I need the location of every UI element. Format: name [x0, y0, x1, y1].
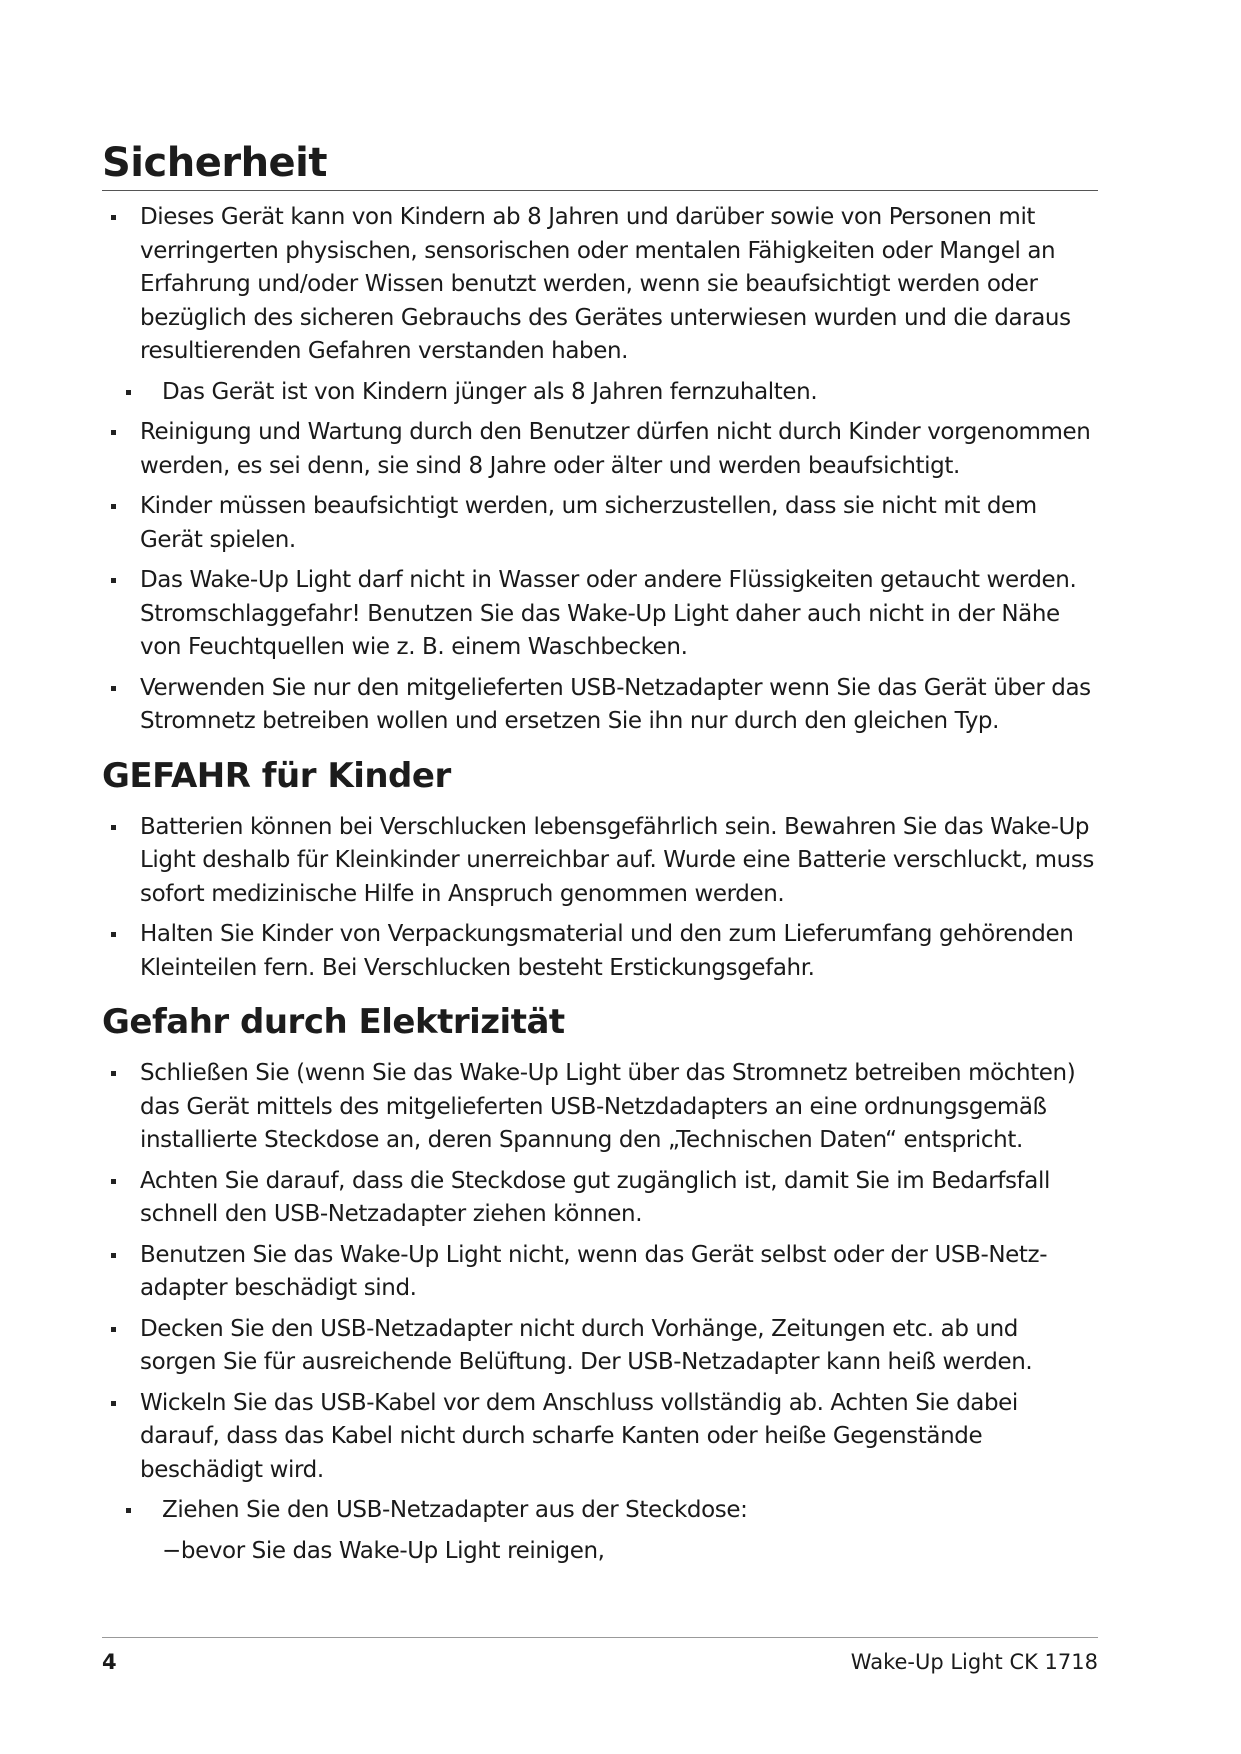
list-item: Benutzen Sie das Wake-Up Light nicht, wenn das Gerät selbst oder der USB-Netzadapter beschädigt sind.: [102, 1239, 1098, 1306]
list-item: Schließen Sie (wenn Sie das Wake-Up Light über das Stromnetz betreiben möchten) das Gerät mittels des mitgelieferten USB-Netzdadapters an eine ordnungsgemäß installierte Steckdose an, deren Spannung den „Technischen Daten“ entspricht.: [102, 1057, 1098, 1158]
bullet-icon: [126, 390, 131, 395]
section-title-sicherheit: Sicherheit: [102, 140, 1098, 191]
sicherheit-list: [102, 201, 1098, 739]
bullet-icon: [111, 825, 116, 830]
page-content: [102, 140, 1098, 1568]
list-item: Das Gerät ist von Kindern jünger als 8 Jahren fernzuhalten.: [102, 376, 1098, 410]
list-item: Das Wake-Up Light darf nicht in Wasser oder andere Flüssigkeiten getaucht werden. Stromschlaggefahr! Benutzen Sie das Wake-Up Light daher auch nicht in der Nähe von Feuchtquellen wie z. B. einem Waschbecken.: [102, 564, 1098, 665]
bullet-icon: [111, 932, 116, 937]
list-item: Achten Sie darauf, dass die Steckdose gut zugänglich ist, damit Sie im Bedarfsfall schnell den USB-Netzadapter ziehen können.: [102, 1165, 1098, 1232]
page-footer: [102, 1637, 1098, 1676]
bullet-icon: [111, 504, 116, 509]
bullet-icon: [111, 1401, 116, 1406]
page-number: 4: [102, 1650, 117, 1674]
list-item: Halten Sie Kinder von Verpackungsmaterial und den zum Lieferumfang gehörenden Kleinteilen fern. Bei Verschlucken besteht Erstickungsgefahr.: [102, 918, 1098, 985]
list-item: −bevor Sie das Wake-Up Light reinigen,: [162, 1537, 605, 1564]
list-item: Verwenden Sie nur den mitgelieferten USB-Netzadapter wenn Sie das Gerät über das Stromnetz betreiben wollen und ersetzen Sie ihn nur durch den gleichen Typ.: [102, 672, 1098, 739]
bullet-icon: [111, 430, 116, 435]
list-item: Decken Sie den USB-Netzadapter nicht durch Vorhänge, Zeitungen etc. ab und sorgen Sie für ausreichende Belüftung. Der USB-Netzadapter kann heiß werden.: [102, 1313, 1098, 1380]
list-item: Dieses Gerät kann von Kindern ab 8 Jahren und darüber sowie von Personen mit verringerten physischen, sensorischen oder mentalen Fähigkeiten oder Mangel an Erfahrung und/oder Wissen benutzt werden, wenn sie beaufsichtigt werden oder bezüglich des sicheren Gebrauchs des Gerätes unterwiesen wurden und die daraus resultierenden Gefahren verstanden haben.: [102, 201, 1098, 369]
list-item: Reinigung und Wartung durch den Benutzer dürfen nicht durch Kinder vorgenommen werden, es sei denn, sie sind 8 Jahre oder älter und werden beaufsichtigt.: [102, 416, 1098, 483]
product-name: Wake-Up Light CK 1718: [850, 1650, 1098, 1674]
bullet-icon: [111, 1071, 116, 1076]
bullet-icon: [111, 1179, 116, 1184]
elektrizitaet-list: [102, 1057, 1098, 1568]
bullet-icon: [126, 1508, 131, 1513]
bullet-icon: [111, 1253, 116, 1258]
bullet-icon: [111, 578, 116, 583]
list-item: Batterien können bei Verschlucken lebensgefährlich sein. Bewahren Sie das Wake-Up Light deshalb für Kleinkinder unerreichbar auf. Wurde eine Batterie verschluckt, muss sofort medizinische Hilfe in Anspruch genommen werden.: [102, 811, 1098, 912]
list-item: Ziehen Sie den USB-Netzadapter aus der Steckdose:: [102, 1494, 1098, 1528]
bullet-icon: [111, 686, 116, 691]
bullet-icon: [111, 1327, 116, 1332]
section-title-gefahr-kinder: GEFAHR für Kinder: [102, 755, 451, 796]
bullet-icon: [111, 215, 116, 220]
section-title-elektrizitaet: Gefahr durch Elektrizität: [102, 1002, 565, 1042]
gefahr-kinder-list: [102, 811, 1098, 986]
list-item: Kinder müssen beaufsichtigt werden, um sicherzustellen, dass sie nicht mit dem Gerät spielen.: [102, 490, 1098, 557]
list-item: Wickeln Sie das USB-Kabel vor dem Anschluss vollständig ab. Achten Sie dabei darauf, dass das Kabel nicht durch scharfe Kanten oder heiße Gegenstände beschädigt wird.: [102, 1387, 1098, 1488]
